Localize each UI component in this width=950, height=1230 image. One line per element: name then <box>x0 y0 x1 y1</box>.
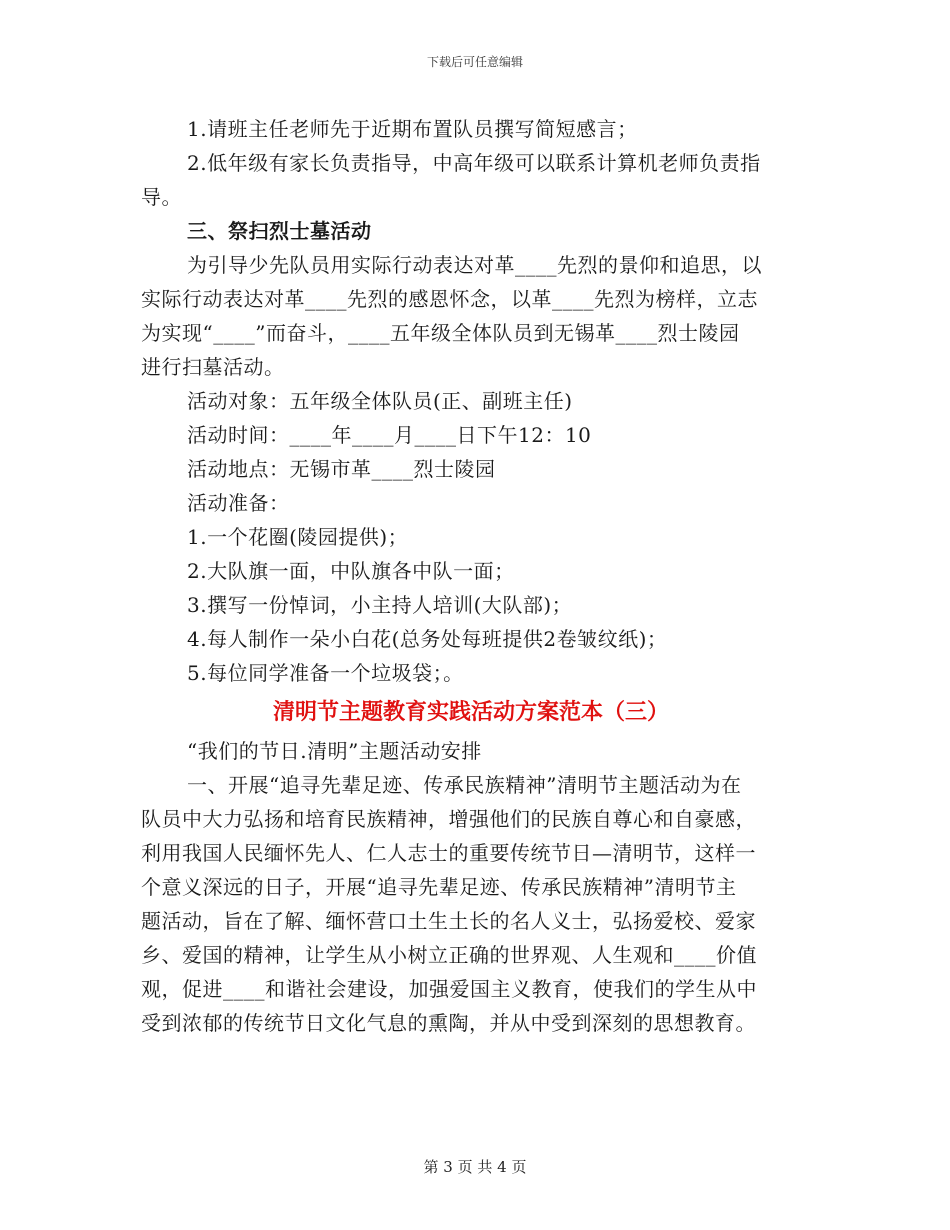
page-header: 下载后可任意编辑 <box>426 55 523 69</box>
list-item: 5.每位同学准备一个垃圾袋；。 <box>187 661 464 685</box>
paragraph-line: 为引导少先队员用实际行动表达对革____先烈的景仰和追思，以 <box>187 253 762 277</box>
paragraph-line: 题活动，旨在了解、缅怀营口土生土长的名人义士，弘扬爱校、爱家 <box>141 909 756 933</box>
paragraph-line: 进行扫墓活动。 <box>141 355 285 379</box>
paragraph-line: 1.请班主任老师先于近期布置队员撰写简短感言； <box>187 117 638 141</box>
paragraph-line: 一、开展“追寻先辈足迹、传承民族精神”清明节主题活动为在 <box>187 773 742 797</box>
paragraph-line: 观，促进____和谐社会建设，加强爱国主义教育，使我们的学生从中 <box>141 977 757 1001</box>
section-title: 清明节主题教育实践活动方案范本（三） <box>272 699 669 725</box>
document-body <box>141 112 801 1040</box>
section-heading: 三、祭扫烈士墓活动 <box>187 219 372 243</box>
activity-target: 活动对象：五年级全体队员(正、副班主任) <box>187 389 573 413</box>
paragraph-line: 2.低年级有家长负责指导，中高年级可以联系计算机老师负责指 <box>187 151 761 175</box>
paragraph-line: 个意义深远的日子，开展“追寻先辈足迹、传承民族精神”清明节主 <box>141 875 737 899</box>
activity-location: 活动地点：无锡市革____烈士陵园 <box>187 457 496 481</box>
paragraph-line: 导。 <box>141 185 182 209</box>
subtitle: “我们的节日.清明”主题活动安排 <box>187 739 482 763</box>
paragraph-line: 受到浓郁的传统节日文化气息的熏陶，并从中受到深刻的思想教育。 <box>141 1011 756 1035</box>
list-item: 1.一个花圈(陵园提供)； <box>187 525 409 549</box>
activity-preparation: 活动准备： <box>187 491 290 515</box>
paragraph-line: 为实现“____”而奋斗，____五年级全体队员到无锡革____烈士陵园 <box>141 321 740 345</box>
list-item: 3.撰写一份悼词，小主持人培训(大队部)； <box>187 593 573 617</box>
activity-time: 活动时间：____年____月____日下午12：10 <box>187 423 592 447</box>
paragraph-line: 队员中大力弘扬和培育民族精神，增强他们的民族自尊心和自豪感， <box>141 807 756 831</box>
paragraph-line: 实际行动表达对革____先烈的感恩怀念，以革____先烈为榜样，立志 <box>141 287 758 311</box>
page-footer: 第 3 页 共 4 页 <box>423 1158 527 1176</box>
list-item: 2.大队旗一面，中队旗各中队一面； <box>187 559 515 583</box>
paragraph-line: 乡、爱国的精神，让学生从小树立正确的世界观、人生观和____价值 <box>141 943 757 967</box>
paragraph-line: 利用我国人民缅怀先人、仁人志士的重要传统节日—清明节，这样一 <box>141 841 756 865</box>
list-item: 4.每人制作一朵小白花(总务处每班提供2卷皱纹纸)； <box>187 627 668 651</box>
